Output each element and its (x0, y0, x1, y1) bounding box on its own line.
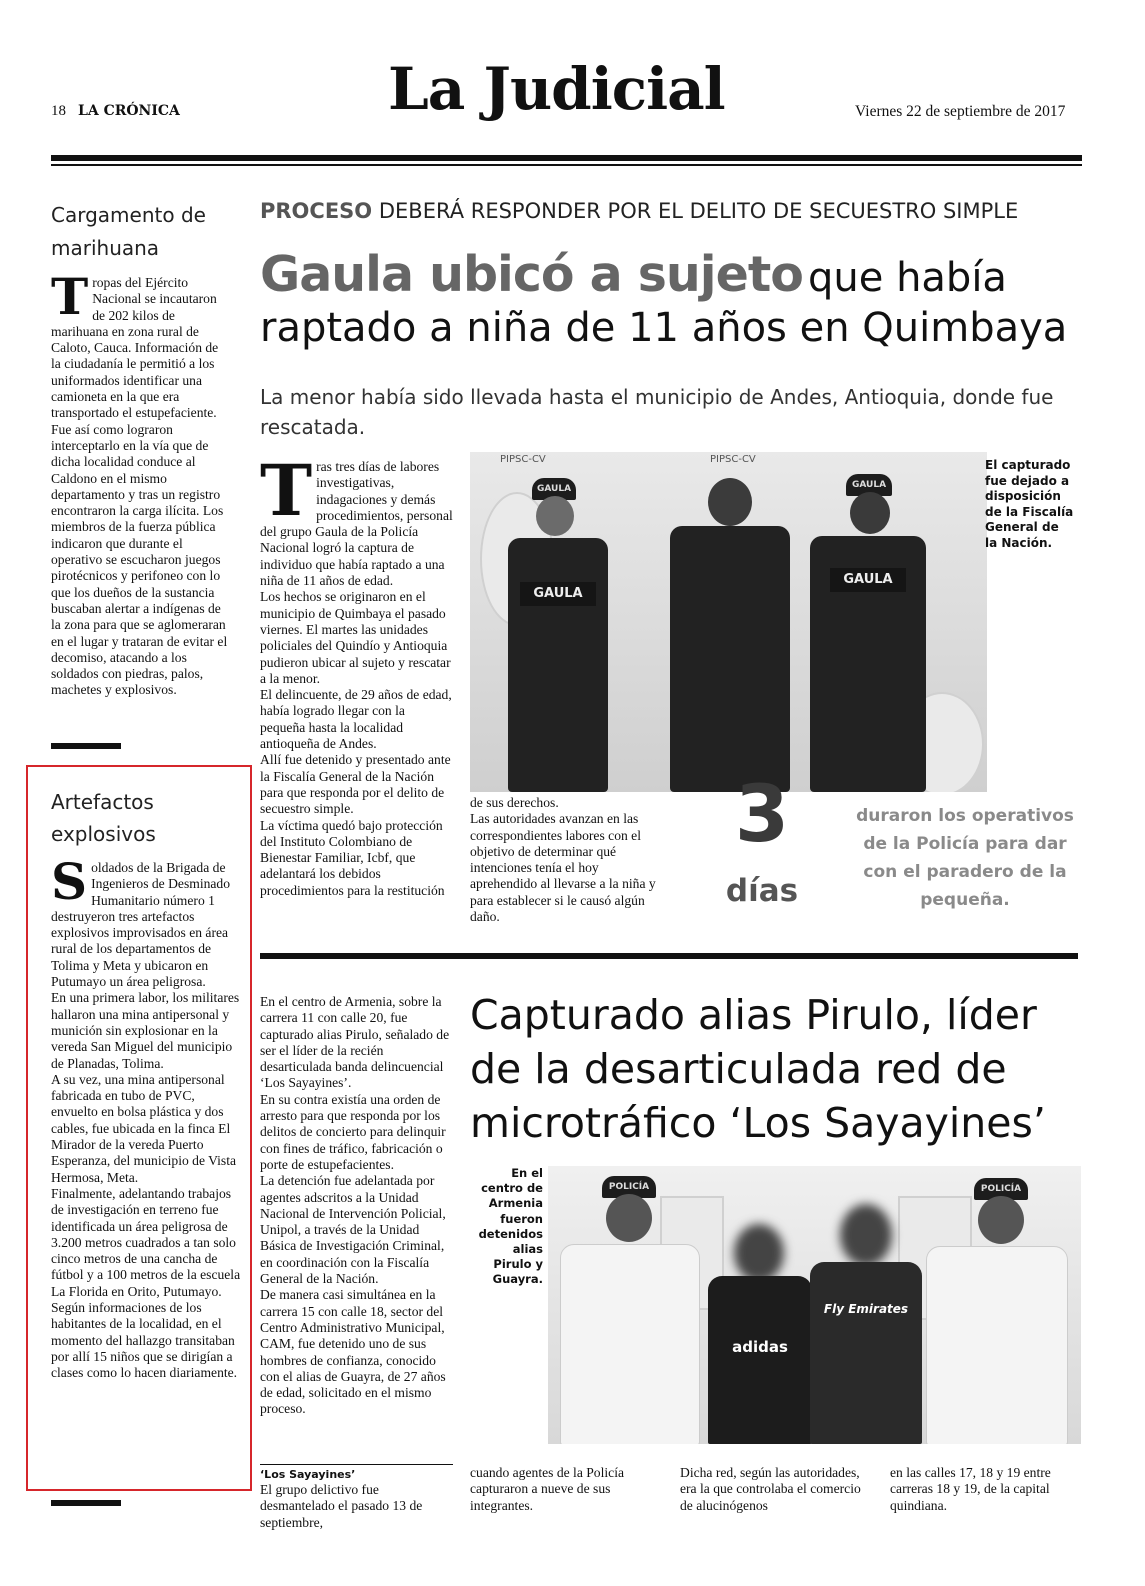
article-2-photo (548, 1166, 1081, 1444)
dropcap: T (51, 267, 89, 326)
article-1-headline: Gaula ubicó a sujeto que había raptado a niña de 11 años en Quimbaya (260, 246, 1068, 351)
sidebar-1-end-rule (51, 743, 121, 749)
stat-number: 3 (734, 770, 790, 860)
shirt-brand-1: adidas (732, 1338, 788, 1356)
gaula-cap-right: GAULA (846, 474, 892, 496)
article-1-photo-caption: El capturado fue dejado a disposición de la Fiscalía General de la Nación. (985, 458, 1074, 550)
shirt-brand-2: Fly Emirates (823, 1302, 909, 1316)
police-cap-right: POLICÍA (974, 1178, 1028, 1200)
header-rule-thin (51, 164, 1082, 166)
gaula-cap-left: GAULA (532, 478, 576, 500)
gaula-vest-right: GAULA (830, 568, 906, 592)
suspect-body (670, 526, 790, 792)
article-2-column-4: en las calles 17, 18 y 19 entre carreras 18 y 19, de la capital quindiana. (890, 1465, 1051, 1513)
dropcap: S (51, 852, 88, 911)
sidebar-2-body: Soldados de la Brigada de Ingenieros de Desminado Humanitario número 1 destruyeron tres artefactos explosivos improvisados en área rural de los departamentos de Tolima y Meta y ubicaron en Putumayo un área peligrosa. En una primera labor, los militares hallaron una mina antipersonal y munición sin explosionar en la vereda San Miguel del municipio de Planadas, Tolima. A su vez, una mina antipersonal fabricada en tubo de PVC, envuelto en bolsa plástica y dos cables, fue ubicada en la finca El Mirador de la vereda Puerto Esperanza, del municipio de Vista Hermosa, Meta. Finalmente, adelantando trabajos de investigación en terreno fue identificada un área peligrosa de 3.200 metros cuadrados a tan solo cinco metros de una cancha de fútbol y a 100 metros de la escuela La Florida en Orito, Putumayo. Según informaciones de los habitantes de la localidad, en el momento del hallazgo transitaban por allí 15 niños que se dirigían a clases como lo hacen diariamente. (51, 852, 241, 1381)
issue-date: Viernes 22 de septiembre de 2017 (855, 103, 1066, 120)
officer-left-shirt (560, 1244, 700, 1444)
dropcap: T (260, 449, 313, 532)
article-1-column-2: de sus derechos. Las autoridades avanzan en las correspondientes labores con el objetivo de determinar qué intenciones tenía el hoy aprehendido al llevarse a la niña y para establecer si le causó algún daño. (470, 795, 656, 925)
police-cap-left: POLICÍA (602, 1176, 656, 1198)
detainee-2-face (840, 1204, 892, 1266)
stat-description: duraron los operativos de la Policía para dar con el paradero de la pequeña. (856, 806, 1074, 910)
officer-left-head (536, 496, 574, 536)
header-rule-thick (51, 155, 1082, 161)
officer-right-head (978, 1196, 1024, 1244)
article-1-deck: La menor había sido llevada hasta el municipio de Andes, Antioquia, donde fue rescatada. (260, 385, 1054, 439)
article-2-photo-caption: En el centro de Armenia fueron detenidos alias Pirulo y Guayra. (478, 1166, 543, 1287)
article-2-subhead: ‘Los Sayayines’ (260, 1468, 356, 1481)
sidebar-2-end-rule (51, 1500, 121, 1506)
stat-unit: días (725, 873, 799, 909)
article-2-subhead-block: ‘Los Sayayines’ El grupo delictivo fue desmantelado el pasado 13 de septiembre, (260, 1467, 453, 1531)
officer-right-head (850, 492, 890, 534)
article-2-headline: Capturado alias Pirulo, líder de la desarticulada red de microtráfico ‘Los Sayayines’ (470, 991, 1046, 1147)
detainee-1-face (734, 1224, 784, 1282)
section-title: La Judicial (388, 55, 725, 123)
article-1-kicker: PROCESO DEBERÁ RESPONDER POR EL DELITO DE SECUESTRO SIMPLE (260, 199, 1019, 223)
detainee-1-shirt (708, 1276, 812, 1444)
article-1-column-1: Tras tres días de labores investigativas, indagaciones y demás procedimientos, personal del grupo Gaula de la Policía Nacional logró la captura de individuo que había raptado a una niña de 11 años de edad. Los hechos se originaron en el municipio de Quimbaya el pasado viernes. El martes las unidades policiales del Quindío y Antioquia pudieron ubicar al sujeto y rescatar a la menor. El delincuente, de 29 años de edad, había logrado llegar con la pequeña hasta la localidad antioqueña de Andes. Allí fue detenido y presentado ante la Fiscalía General de la Nación para que responda por el delito de secuestro simple. La víctima quedó bajo protección del Instituto Colombiano de Bienestar Familiar, Icbf, que adelantará los debidos procedimientos para la restitución (260, 449, 453, 898)
officer-right-shirt (926, 1246, 1068, 1444)
article-2-column-2: cuando agentes de la Policía capturaron a nueve de sus integrantes. (470, 1465, 625, 1513)
officer-left-head (606, 1194, 652, 1242)
sidebar-1-text: ropas del Ejército Nacional se incautaron de 202 kilos de marihuana en zona rural de Caloto, Cauca. Información de la ciudadanía le permitió a los uniformados identificar una camioneta en la que era transportado el estupefaciente. Fue así como lograron interceptarlo en la vía que de dicha localidad conduce al Caldono en el mismo departamento y tras un registro encontraron la carga ilícita. Los miembros de la fuerza pública indicaron que durante el operativo se escucharon juegos pirotécnicos y perifoneo con lo que los dueños de la sustancia buscaban alertar a indígenas de la zona para que se aglomeraran en el lugar y trataran de evitar el decomiso, atacando a los soldados con piedras, palos, machetes y explosivos. (51, 275, 228, 698)
detainee-2-shirt (810, 1262, 922, 1444)
sidebar-1-body (51, 267, 231, 699)
page-number: 18 (51, 103, 66, 119)
officer-left-body (508, 538, 608, 792)
gaula-vest-left: GAULA (520, 582, 596, 606)
article-2-top-rule (260, 953, 1078, 959)
sidebar-1-title: Cargamento de marihuana (51, 203, 206, 260)
article-2-column-1: En el centro de Armenia, sobre la carrera 11 con calle 20, fue capturado alias Pirulo, señalado de ser el líder de la recién desarticulada banda delincuencial ‘Los Sayayines’. En su contra existía una orden de arresto para que responda por los delitos de concierto para delinquir con fines de tráfico, fabricación o porte de estupefacientes. La detención fue adelantada por agentes adscritos a la Unidad Nacional de Intervención Policial, Unipol, a través de la Unidad Básica de Investigación Criminal, en coordinación con la Fiscalía General de la Nación. De manera casi simultánea en la carrera 15 con calle 18, sector del Centro Administrativo Municipal, CAM, fue detenido uno de sus hombres de confianza, conocido con el alias de Guayra, de 27 años de edad, solicitado en el mismo proceso. (260, 994, 450, 1417)
backdrop-banner-right: PIPSC-CV (710, 454, 756, 465)
publication-name: LA CRÓNICA (78, 103, 180, 119)
subhead-rule (260, 1464, 453, 1465)
sidebar-2-title: Artefactos explosivos (51, 790, 156, 846)
suspect-head (708, 478, 752, 526)
backdrop-banner-left: PIPSC-CV (500, 454, 546, 465)
article-2-column-3: Dicha red, según las autoridades, era la que controlaba el comercio de alucinógenos (680, 1465, 861, 1513)
article-1-photo (470, 452, 987, 792)
